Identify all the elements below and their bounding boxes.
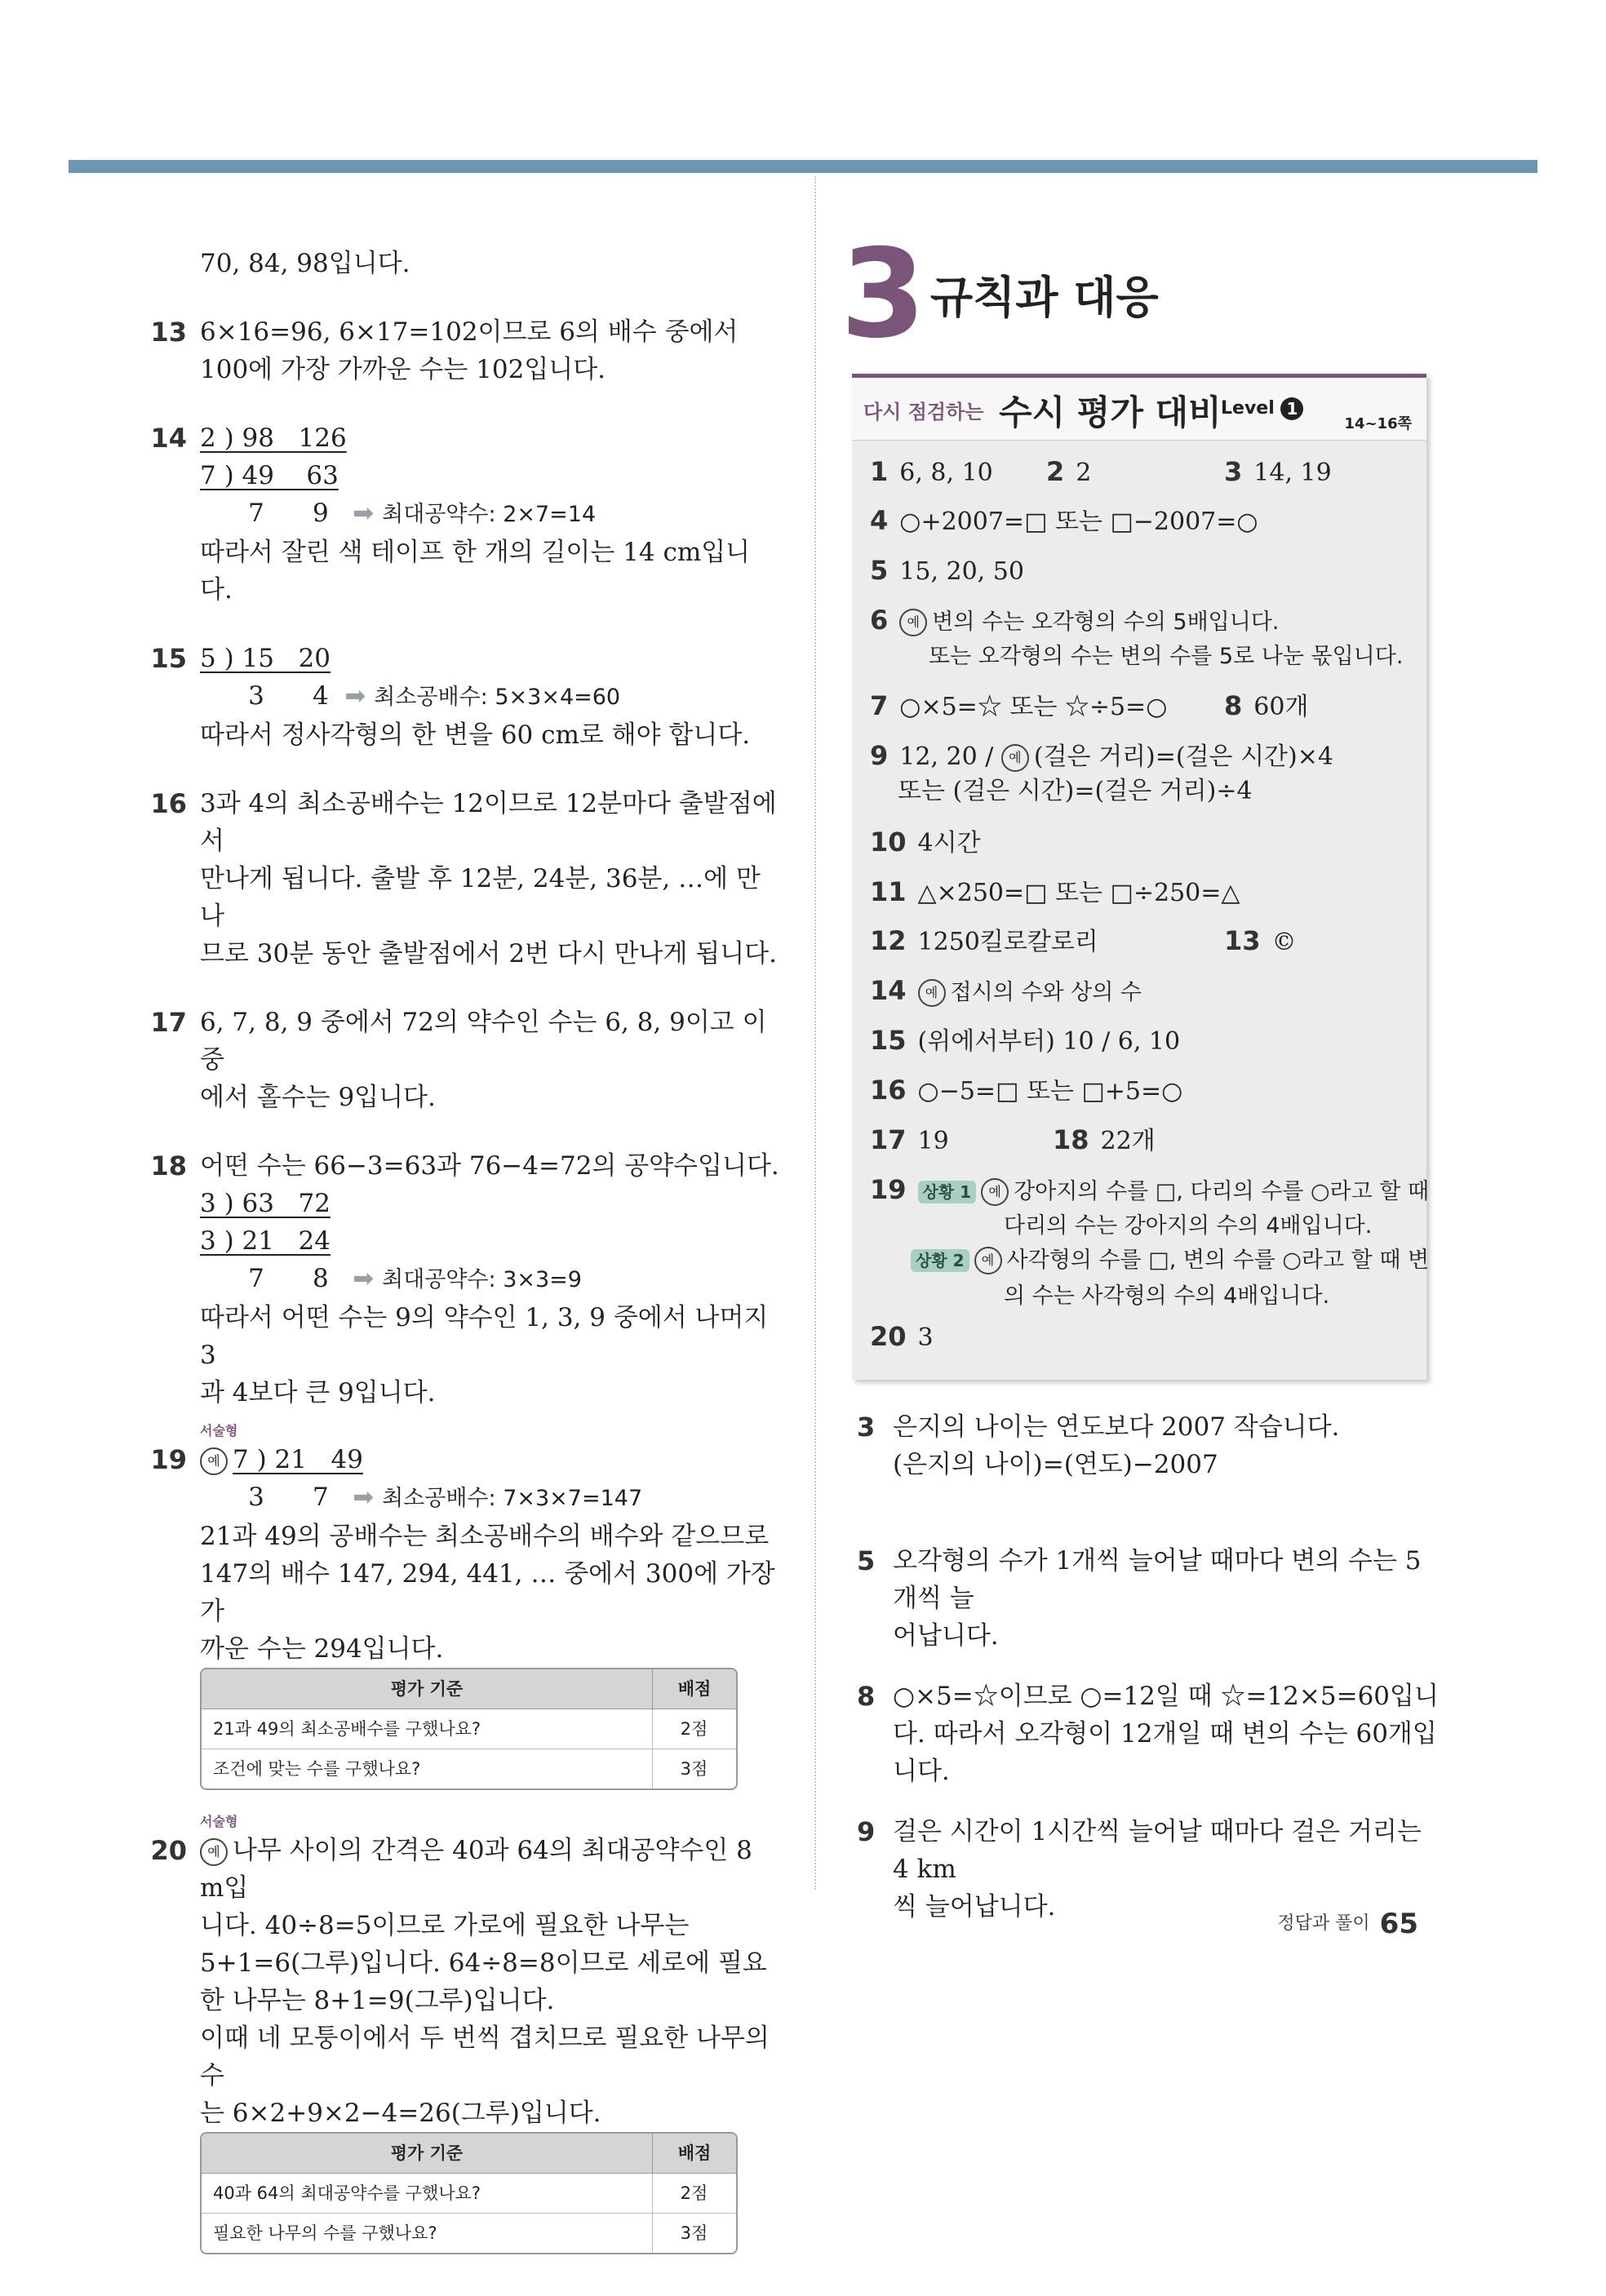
- text-line: 만나게 됩니다. 출발 후 12분, 24분, 36분, …에 만나: [200, 864, 761, 931]
- text-line: 5+1=6(그루)입니다. 64÷8=8이므로 세로에 필요: [200, 1948, 767, 1978]
- answer-5: [870, 552, 1024, 590]
- answer-text: ©: [1271, 928, 1297, 956]
- situation-badge: 상황 1: [918, 1181, 977, 1203]
- table-header: 배점: [653, 1669, 737, 1709]
- table-cell: 21과 49의 최소공배수를 구했나요?: [202, 1709, 653, 1749]
- answer-number: 18: [1053, 1124, 1089, 1155]
- answer-19-line2: [1004, 1208, 1372, 1244]
- problem-12-continued: [200, 245, 779, 282]
- text-line: 6×16=96, 6×17=102이므로 6의 배수 중에서: [200, 317, 739, 347]
- answer-text: (위에서부터) 10 / 6, 10: [917, 1027, 1181, 1056]
- answer-number: 12: [870, 925, 907, 956]
- text-line: 따라서 잘린 색 테이프 한 개의 길이는 14 cm입니다.: [200, 538, 751, 605]
- answer-number: 10: [870, 827, 907, 858]
- problem-15: [150, 640, 779, 754]
- text-line: 어떤 수는 66−3=63과 76−4=72의 공약수입니다.: [200, 1151, 779, 1181]
- text-line: 21과 49의 공배수는 최소공배수의 배수와 같으므로: [200, 1522, 770, 1551]
- text-line: 이때 네 모퉁이에서 두 번씩 겹치므로 필요한 나무의 수: [200, 2023, 778, 2090]
- answer-6: [870, 602, 1280, 640]
- text-line: 다. 따라서 오각형이 12개일 때 변의 수는 60개입니다.: [893, 1719, 1437, 1786]
- answer-number: 16: [870, 1075, 907, 1106]
- situation-badge: 상황 2: [911, 1249, 969, 1272]
- answer-4: [870, 503, 1258, 540]
- answer-text: 또는 오각형의 수는 변의 수를 5로 나눈 몫입니다.: [929, 644, 1404, 669]
- answer-10: [870, 824, 981, 862]
- problem-number: 15: [150, 643, 187, 674]
- answer-text: 접시의 수와 상의 수: [950, 980, 1142, 1005]
- problem-20: [150, 1814, 779, 2265]
- text-line: 오각형의 수가 1개씩 늘어날 때마다 변의 수는 5개씩 늘: [893, 1546, 1422, 1613]
- text-line: 니다. 40÷8=5이므로 가로에 필요한 나무는: [200, 1911, 690, 1940]
- answer-13: [1224, 923, 1297, 960]
- page-footer: [1277, 1908, 1418, 1940]
- division-line: 7 8: [200, 1264, 329, 1293]
- top-color-bar: [69, 160, 1537, 173]
- division-line: 3 4: [200, 681, 329, 711]
- division-line: 3 7: [200, 1483, 329, 1512]
- lcm-result: 최소공배수: 5×3×4=60: [374, 685, 621, 710]
- answer-11: [870, 874, 1240, 911]
- answer-text: 1250킬로칼로리: [917, 928, 1098, 956]
- column-divider: [814, 176, 816, 1890]
- answer-text: 60개: [1253, 693, 1309, 721]
- example-mark-icon: 예: [200, 1838, 228, 1866]
- problem-number: 19: [150, 1444, 187, 1475]
- text-line: 3과 4의 최소공배수는 12이므로 12분마다 출발점에서: [200, 789, 777, 856]
- answer-number: 13: [1224, 925, 1261, 956]
- table-cell: 2점: [653, 2174, 737, 2214]
- scoring-table: [200, 1668, 738, 1790]
- explanation-number: 9: [857, 1816, 876, 1847]
- problem-19: [150, 1423, 783, 1801]
- problem-17: [150, 1004, 779, 1116]
- text-line: 6, 7, 8, 9 중에서 72의 약수인 수는 6, 8, 9이고 이중: [200, 1008, 767, 1075]
- example-mark-icon: 예: [918, 979, 946, 1007]
- answer-number: 14: [870, 975, 907, 1006]
- answer-text: 3: [917, 1323, 934, 1352]
- answer-number: 9: [870, 740, 889, 771]
- answer-15: [870, 1022, 1180, 1060]
- arrow-right-icon: ➡: [344, 681, 366, 711]
- text-line: 147의 배수 147, 294, 441, … 중에서 300에 가장 가: [200, 1559, 783, 1626]
- division-line: 3 ) 21 24: [200, 1226, 331, 1256]
- answer-number: 1: [870, 456, 889, 487]
- problem-number: 13: [150, 317, 187, 348]
- panel-header: [852, 378, 1426, 441]
- example-mark-icon: 예: [899, 609, 927, 636]
- answer-19-line4: [1004, 1278, 1329, 1314]
- chapter-number: 3: [841, 224, 926, 366]
- gcd-result: 최대공약수: 2×7=14: [382, 502, 597, 527]
- answer-text: 또는 (걸은 시간)=(걸은 거리)÷4: [898, 777, 1253, 805]
- text-line: 걸은 시간이 1시간씩 늘어날 때마다 걸은 거리는 4 km: [893, 1817, 1422, 1884]
- text-line: 70, 84, 98입니다.: [200, 249, 410, 278]
- answer-number: 6: [870, 605, 889, 636]
- table-row: [202, 1709, 736, 1749]
- level-text: Level: [1221, 398, 1275, 419]
- left-column: [150, 245, 783, 2296]
- division-line: 7 9: [200, 499, 329, 528]
- table-cell: 필요한 나무의 수를 구했나요?: [213, 2223, 437, 2243]
- answer-text: 사각형의 수를 □, 변의 수를 ○라고 할 때 변: [1006, 1248, 1430, 1273]
- problem-number: 20: [150, 1835, 187, 1866]
- answer-text: 15, 20, 50: [899, 557, 1024, 586]
- panel-subtitle: 다시 점검하는: [863, 401, 984, 423]
- answer-7: [870, 688, 1167, 725]
- answer-19: [870, 1172, 1429, 1210]
- table-header: 배점: [653, 2134, 737, 2174]
- text-line: 따라서 어떤 수는 9의 약수인 1, 3, 9 중에서 나머지 3: [200, 1303, 777, 1370]
- answer-8: [1224, 688, 1308, 725]
- table-cell: 40과 64의 최대공약수를 구했나요?: [202, 2174, 653, 2214]
- answer-1: [870, 454, 993, 491]
- problem-18: [150, 1147, 779, 1412]
- level-label: [1221, 397, 1303, 420]
- text-line: ○×5=☆이므로 ○=12일 때 ☆=12×5=60입니: [893, 1682, 1439, 1711]
- explanation-5: [857, 1542, 1444, 1655]
- text-line: 한 나무는 8+1=9(그루)입니다.: [200, 1986, 555, 2015]
- answer-16: [870, 1072, 1182, 1110]
- text-line: 100에 가장 가까운 수는 102입니다.: [200, 355, 606, 384]
- answer-text: 6, 8, 10: [899, 459, 993, 487]
- answer-9: [870, 738, 1333, 775]
- answer-9-line2: [898, 773, 1253, 809]
- page-number: 65: [1379, 1908, 1418, 1940]
- arrow-right-icon: ➡: [353, 1483, 375, 1512]
- answer-number: 20: [870, 1321, 907, 1352]
- text-line: 나무 사이의 간격은 40과 64의 최대공약수인 8 m입: [200, 1836, 761, 1903]
- problem-number: 16: [150, 788, 187, 819]
- level-badge: 1: [1280, 397, 1303, 420]
- answer-text: ○×5=☆ 또는 ☆÷5=○: [899, 693, 1168, 721]
- answer-number: 8: [1224, 690, 1243, 721]
- answer-text: 19: [917, 1127, 949, 1155]
- problem-13: [150, 313, 779, 388]
- essay-tag: 서술형: [200, 1814, 238, 1829]
- text-line: 까운 수는 294입니다.: [200, 1634, 444, 1664]
- answer-text: (걸은 거리)=(걸은 시간)×4: [1033, 742, 1333, 771]
- table-cell: 조건에 맞는 수를 구했나요?: [213, 1759, 421, 1779]
- answer-number: 2: [1046, 456, 1065, 487]
- answer-19-line3: [911, 1242, 1429, 1279]
- problem-number: 14: [150, 423, 187, 454]
- answer-number: 5: [870, 555, 889, 586]
- explanation-3: [857, 1408, 1444, 1483]
- answer-3: [1224, 454, 1332, 491]
- answer-20: [870, 1319, 934, 1356]
- problem-16: [150, 785, 779, 973]
- division-line: 2 ) 98 126: [200, 423, 347, 453]
- answer-text: ○−5=□ 또는 □+5=○: [917, 1077, 1183, 1106]
- answer-text: 2: [1076, 459, 1092, 487]
- essay-tag: 서술형: [200, 1423, 238, 1438]
- table-row: [202, 1749, 736, 1789]
- arrow-right-icon: ➡: [353, 1264, 375, 1293]
- division-line: 5 ) 15 20: [200, 644, 331, 673]
- answer-text: 14, 19: [1253, 459, 1332, 487]
- problem-number: 17: [150, 1007, 187, 1038]
- table-cell: 2점: [653, 1709, 737, 1749]
- footer-label: 정답과 풀이: [1277, 1913, 1370, 1934]
- answer-6-line2: [929, 638, 1403, 675]
- answer-text: 12, 20 /: [899, 742, 1001, 771]
- answer-12: [870, 923, 1098, 960]
- answer-text: 22개: [1100, 1127, 1156, 1155]
- panel-title: 수시 평가 대비: [999, 392, 1222, 432]
- answer-number: 19: [870, 1174, 907, 1205]
- text-line: (은지의 나이)=(연도)−2007: [893, 1450, 1218, 1479]
- table-cell: 3점: [653, 2214, 737, 2254]
- answer-number: 15: [870, 1025, 907, 1056]
- answer-18: [1053, 1122, 1156, 1159]
- text-line: 므로 30분 동안 출발점에서 2번 다시 만나게 됩니다.: [200, 939, 777, 968]
- page-range: 14~16쪽: [1344, 415, 1412, 432]
- division-line: 3 ) 63 72: [200, 1189, 331, 1218]
- table-row: [202, 2174, 736, 2214]
- answer-17: [870, 1122, 949, 1159]
- arrow-right-icon: ➡: [353, 499, 375, 528]
- text-line: 은지의 나이는 연도보다 2007 작습니다.: [893, 1412, 1340, 1442]
- explanation-number: 8: [857, 1681, 876, 1712]
- chapter-title: 규칙과 대응: [930, 272, 1159, 323]
- answer-text: ○+2007=□ 또는 □−2007=○: [899, 508, 1258, 536]
- answer-text: 강아지의 수를 □, 다리의 수를 ○라고 할 때: [1014, 1179, 1430, 1204]
- answer-text: 의 수는 사각형의 수의 4배입니다.: [1004, 1283, 1330, 1309]
- division-line: 7 ) 21 49: [233, 1445, 363, 1474]
- answer-2: [1046, 454, 1091, 491]
- problem-14: [150, 419, 779, 609]
- scoring-table: [200, 2132, 738, 2254]
- text-line: 씩 늘어납니다.: [893, 1892, 1056, 1921]
- lcm-result: 최소공배수: 7×3×7=147: [382, 1486, 643, 1511]
- text-line: 과 4보다 큰 9입니다.: [200, 1378, 436, 1407]
- answer-text: 4시간: [917, 829, 981, 858]
- answer-text: 다리의 수는 강아지의 수의 4배입니다.: [1004, 1213, 1373, 1239]
- table-cell: 3점: [653, 1749, 737, 1789]
- answer-number: 4: [870, 505, 889, 536]
- answer-number: 7: [870, 690, 889, 721]
- example-mark-icon: 예: [1001, 744, 1029, 772]
- explanation-number: 3: [857, 1412, 876, 1443]
- answer-text: △×250=□ 또는 □÷250=△: [917, 879, 1240, 907]
- answer-14: [870, 973, 1142, 1011]
- division-line: 7 ) 49 63: [200, 461, 339, 490]
- answer-text: 변의 수는 오각형의 수의 5배입니다.: [932, 609, 1280, 635]
- answer-number: 3: [1224, 456, 1243, 487]
- explanation-number: 5: [857, 1545, 876, 1576]
- table-header: 평가 기준: [202, 2134, 653, 2174]
- explanation-8: [857, 1678, 1444, 1790]
- table-row: [202, 2214, 736, 2254]
- answer-number: 17: [870, 1124, 907, 1155]
- answer-number: 11: [870, 876, 907, 907]
- text-line: 에서 홀수는 9입니다.: [200, 1083, 436, 1112]
- text-line: 따라서 정사각형의 한 변을 60 cm로 해야 합니다.: [200, 720, 751, 750]
- example-mark-icon: 예: [200, 1447, 228, 1475]
- text-line: 어납니다.: [893, 1621, 999, 1651]
- problem-number: 18: [150, 1150, 187, 1181]
- table-header: 평가 기준: [202, 1669, 653, 1709]
- gcd-result: 최대공약수: 3×3=9: [382, 1267, 582, 1292]
- example-mark-icon: 예: [981, 1178, 1009, 1206]
- text-line: 는 6×2+9×2−4=26(그루)입니다.: [200, 2099, 601, 2128]
- example-mark-icon: 예: [974, 1247, 1002, 1274]
